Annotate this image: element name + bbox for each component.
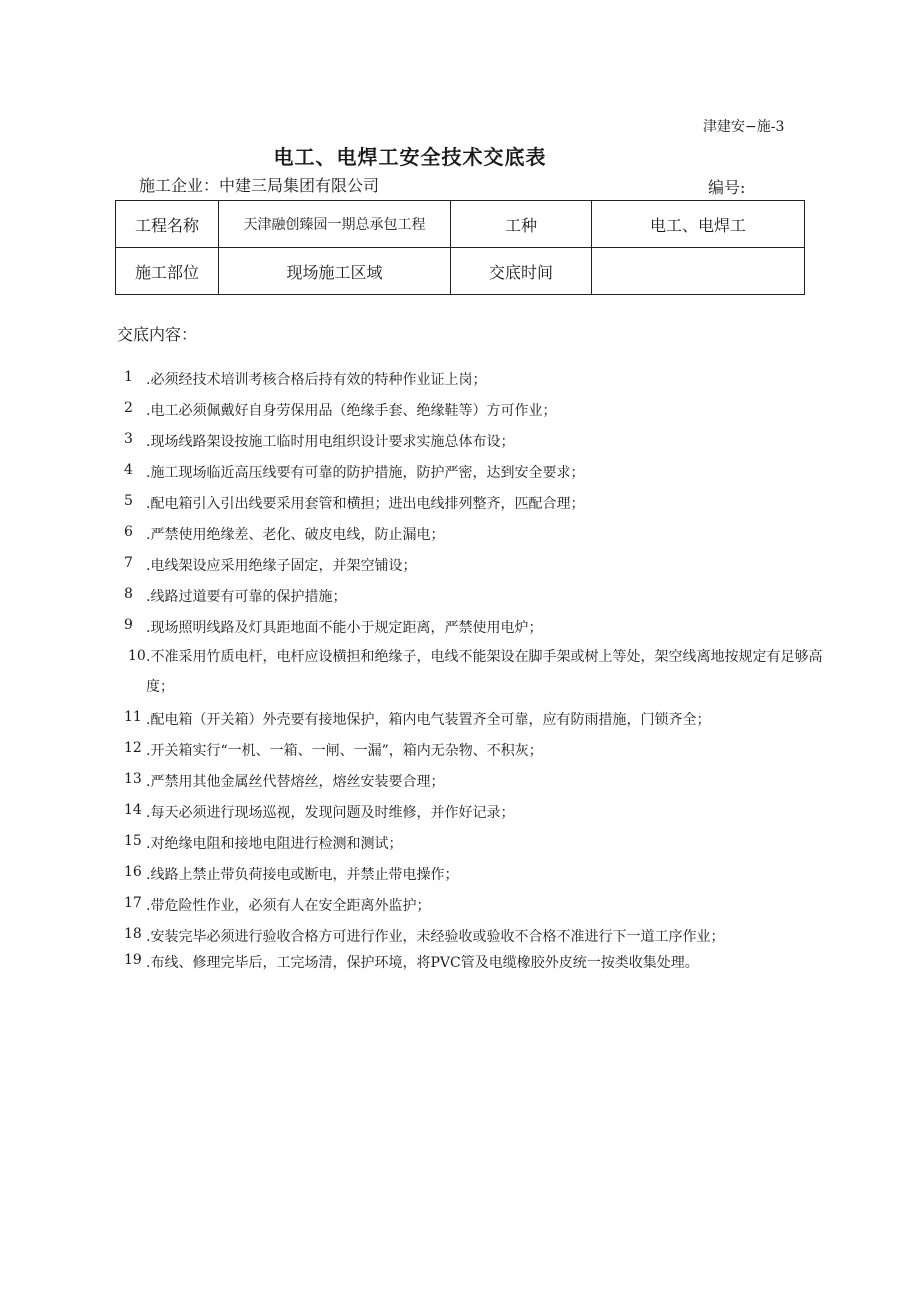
item-number: 6 [124,524,133,540]
location-label: 施工部位 [116,248,219,295]
item-text: .对绝缘电阻和接地电阻进行检测和测试； [146,836,403,852]
item-text: .严禁用其他金属丝代替熔丝，熔丝安装要合理； [146,774,445,790]
item-number: 8 [124,586,133,602]
info-table [115,200,805,295]
item-text: .每天必须进行现场巡视，发现问题及时维修，并作好记录； [146,805,515,821]
item-number: 10 [128,648,146,664]
item-text: .布线、修理完毕后，工完场清，保护环境，将PVC管及电缆橡胶外皮统一按类收集处理。 [146,955,699,971]
company-line: 施工企业：中建三局集团有限公司 [139,176,380,195]
project-name-value: 天津融创臻园一期总承包工程 [219,201,451,248]
item-number: 2 [124,400,133,416]
content-label: 交底内容： [117,325,198,344]
item-text: .线路上禁止带负荷接电或断电，并禁止带电操作； [146,867,459,883]
item-number: 15 [124,833,142,849]
item-text: .必须经技术培训考核合格后持有效的特种作业证上岗； [146,372,487,388]
item-text: .电工必须佩戴好自身劳保用品（绝缘手套、绝缘鞋等）方可作业； [146,403,557,419]
item-text: .严禁使用绝缘差、老化、破皮电线，防止漏电； [146,527,445,543]
item-number: 18 [124,926,142,942]
item-text: .电线架设应采用绝缘子固定，并架空铺设； [146,558,417,574]
item-text: .带危险性作业，必须有人在安全距离外监护； [146,898,431,914]
item-text: .开关箱实行“一机、一箱、一闸、一漏”，箱内无杂物、不积灰； [146,743,543,759]
number-label: 编号: [708,178,746,197]
item-number: 19 [124,952,142,968]
item-number: 13 [124,771,142,787]
item-text: .现场线路架设按施工临时用电组织设计要求实施总体布设； [146,434,515,450]
item-text: .配电箱引入引出线要采用套管和横担；进出电线排列整齐，匹配合理； [146,496,585,512]
trade-label: 工种 [451,201,592,248]
trade-value: 电工、电焊工 [592,201,805,248]
item-number: 4 [124,462,133,478]
item-number: 5 [124,493,133,509]
time-label: 交底时间 [451,248,592,295]
item-number: 14 [124,802,142,818]
location-value: 现场施工区域 [219,248,451,295]
project-name-label: 工程名称 [116,201,219,248]
item-text: .不准采用竹质电杆，电杆应设横担和绝缘子，电线不能架设在脚手架或树上等处，架空线离地按规定有足够高度； [146,649,823,695]
item-number: 7 [124,555,133,571]
item-number: 11 [124,709,142,725]
table-row [116,201,805,248]
document-title: 电工、电焊工安全技术交底表 [273,145,547,169]
item-text: .施工现场临近高压线要有可靠的防护措施，防护严密，达到安全要求； [146,465,585,481]
time-value [592,248,805,295]
document-code: 津建安−施-3 [703,119,785,135]
item-text: .安装完毕必须进行验收合格方可进行作业，未经验收或验收不合格不准进行下一道工序作业； [146,929,725,945]
table-row [116,248,805,295]
item-text: .配电箱（开关箱）外壳要有接地保护，箱内电气装置齐全可靠，应有防雨措施，门锁齐全； [146,712,711,728]
item-number: 16 [124,864,142,880]
item-number: 1 [124,369,133,385]
item-number: 3 [124,431,133,447]
item-number: 9 [124,617,133,633]
item-text: .线路过道要有可靠的保护措施； [146,589,347,605]
item-text: .现场照明线路及灯具距地面不能小于规定距离，严禁使用电炉； [146,620,543,636]
item-number: 12 [124,740,142,756]
item-number: 17 [124,895,142,911]
